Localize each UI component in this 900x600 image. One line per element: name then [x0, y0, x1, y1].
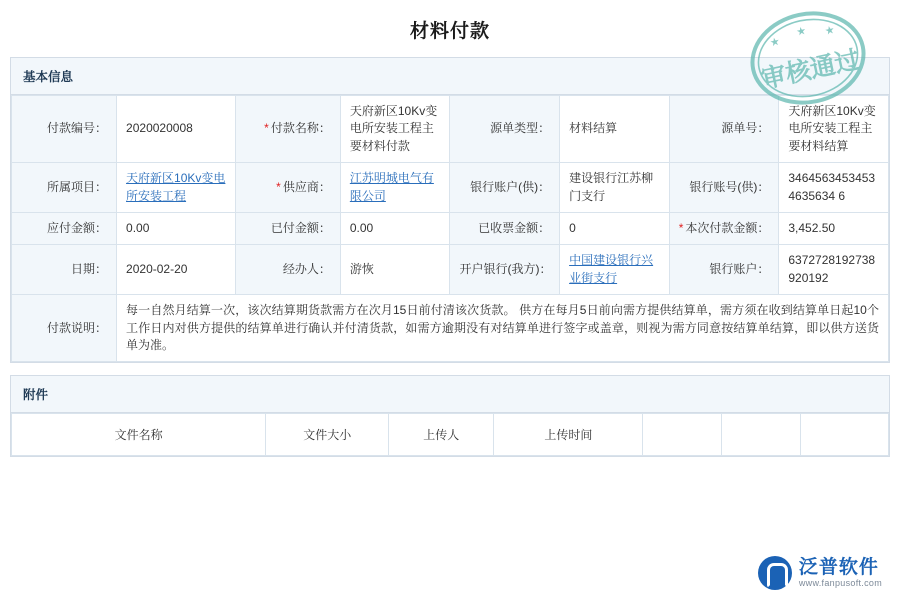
column-extra-1 — [643, 414, 722, 456]
field-label-our-bank: 开户银行(我方)： — [450, 245, 560, 295]
field-value-supplier-bank-account: 建设银行江苏柳门支行 — [560, 163, 670, 213]
field-label-our-bank-account: 银行账户： — [669, 245, 779, 295]
page-title: 材料付款 — [409, 21, 490, 42]
field-value-source-no: 天府新区10Kv变电所安装工程主要材料结算 — [779, 96, 889, 163]
brand-logo — [758, 556, 882, 590]
brand-text — [799, 558, 882, 588]
field-value-payable-amount: 0.00 — [117, 212, 236, 244]
field-label-payment-no: 付款编号： — [12, 96, 117, 163]
table-row — [12, 245, 889, 295]
svg-text:★: ★ — [768, 35, 782, 50]
field-value-our-bank — [560, 245, 670, 295]
supplier-link[interactable]: 江苏明城电气有限公司 — [349, 171, 434, 203]
attachment-panel — [10, 375, 890, 457]
field-label-handler: 经办人： — [235, 245, 340, 295]
column-file-size[interactable]: 文件大小 — [266, 414, 389, 456]
field-label-project: 所属项目： — [12, 163, 117, 213]
table-row — [12, 295, 889, 362]
field-label-source-type: 源单类型： — [450, 96, 560, 163]
field-value-paid-amount: 0.00 — [340, 212, 450, 244]
field-value-payment-no: 2020020008 — [117, 96, 236, 163]
field-label-payable-amount: 应付金额： — [12, 212, 117, 244]
column-extra-2 — [722, 414, 801, 456]
field-value-payment-name: 天府新区10Kv变电所安装工程主要材料付款 — [340, 96, 450, 163]
our-bank-link[interactable]: 中国建设银行兴业街支行 — [569, 253, 654, 285]
basic-info-header: 基本信息 — [11, 58, 889, 95]
required-marker: * — [678, 220, 684, 235]
brand-url: www.fanpusoft.com — [798, 577, 882, 588]
column-extra-3 — [801, 414, 889, 456]
attachment-table — [11, 413, 889, 456]
attachment-header-row — [12, 414, 889, 456]
field-value-project — [117, 163, 236, 213]
field-value-source-type: 材料结算 — [560, 96, 670, 163]
svg-text:★: ★ — [795, 24, 808, 39]
column-uploader[interactable]: 上传人 — [389, 414, 494, 456]
field-label-current-payment: * 本次付款金额： — [669, 212, 779, 244]
field-label-date: 日期： — [12, 245, 117, 295]
field-label-supplier: * 供应商： — [235, 163, 340, 213]
column-file-name[interactable]: 文件名称 — [12, 414, 266, 456]
column-upload-time[interactable]: 上传时间 — [494, 414, 643, 456]
field-value-supplier — [340, 163, 450, 213]
required-marker: * — [264, 121, 269, 136]
table-row — [12, 96, 889, 163]
field-label-supplier-bank-account: 银行账户(供)： — [450, 163, 560, 213]
basic-info-table — [11, 95, 889, 362]
attachment-header: 附件 — [11, 376, 889, 413]
field-label-payment-description: 付款说明： — [12, 295, 117, 362]
brand-name: 泛普软件 — [798, 557, 879, 579]
field-value-payment-description: 每一自然月结算一次，该次结算期货款需方在次月15日前付清该次货款。 供方在每月5日前向需方提供结算单，需方须在收到结算单日起10个工作日内对供方提供的结算单进行确认并付清货款，如需方逾期没有对结算单进行签字或盖章，则视为需方同意按结算单结算，即以供方送货单为准。 — [117, 295, 889, 362]
field-value-date: 2020-02-20 — [117, 245, 236, 295]
field-value-handler: 游恢 — [340, 245, 450, 295]
field-label-invoiced-amount: 已收票金额： — [450, 212, 560, 244]
table-row — [12, 163, 889, 213]
project-link[interactable]: 天府新区10Kv变电所安装工程 — [126, 171, 226, 203]
field-label-source-no: 源单号： — [669, 96, 779, 163]
basic-info-panel — [10, 57, 890, 363]
required-marker: * — [276, 179, 281, 194]
field-label-supplier-bank-no: 银行账号(供)： — [669, 163, 779, 213]
field-value-invoiced-amount: 0 — [560, 212, 670, 244]
field-value-our-bank-account: 6372728192738920192 — [779, 245, 889, 295]
field-value-current-payment: 3,452.50 — [779, 212, 889, 244]
svg-text:★: ★ — [823, 23, 836, 38]
field-label-payment-name: * 付款名称： — [235, 96, 340, 163]
table-row — [12, 212, 889, 244]
svg-text:审核通过: 审核通过 — [758, 45, 863, 94]
brand-mark-icon — [758, 556, 792, 590]
field-label-paid-amount: 已付金额： — [235, 212, 340, 244]
field-value-supplier-bank-no: 34645634534534635634 6 — [779, 163, 889, 213]
